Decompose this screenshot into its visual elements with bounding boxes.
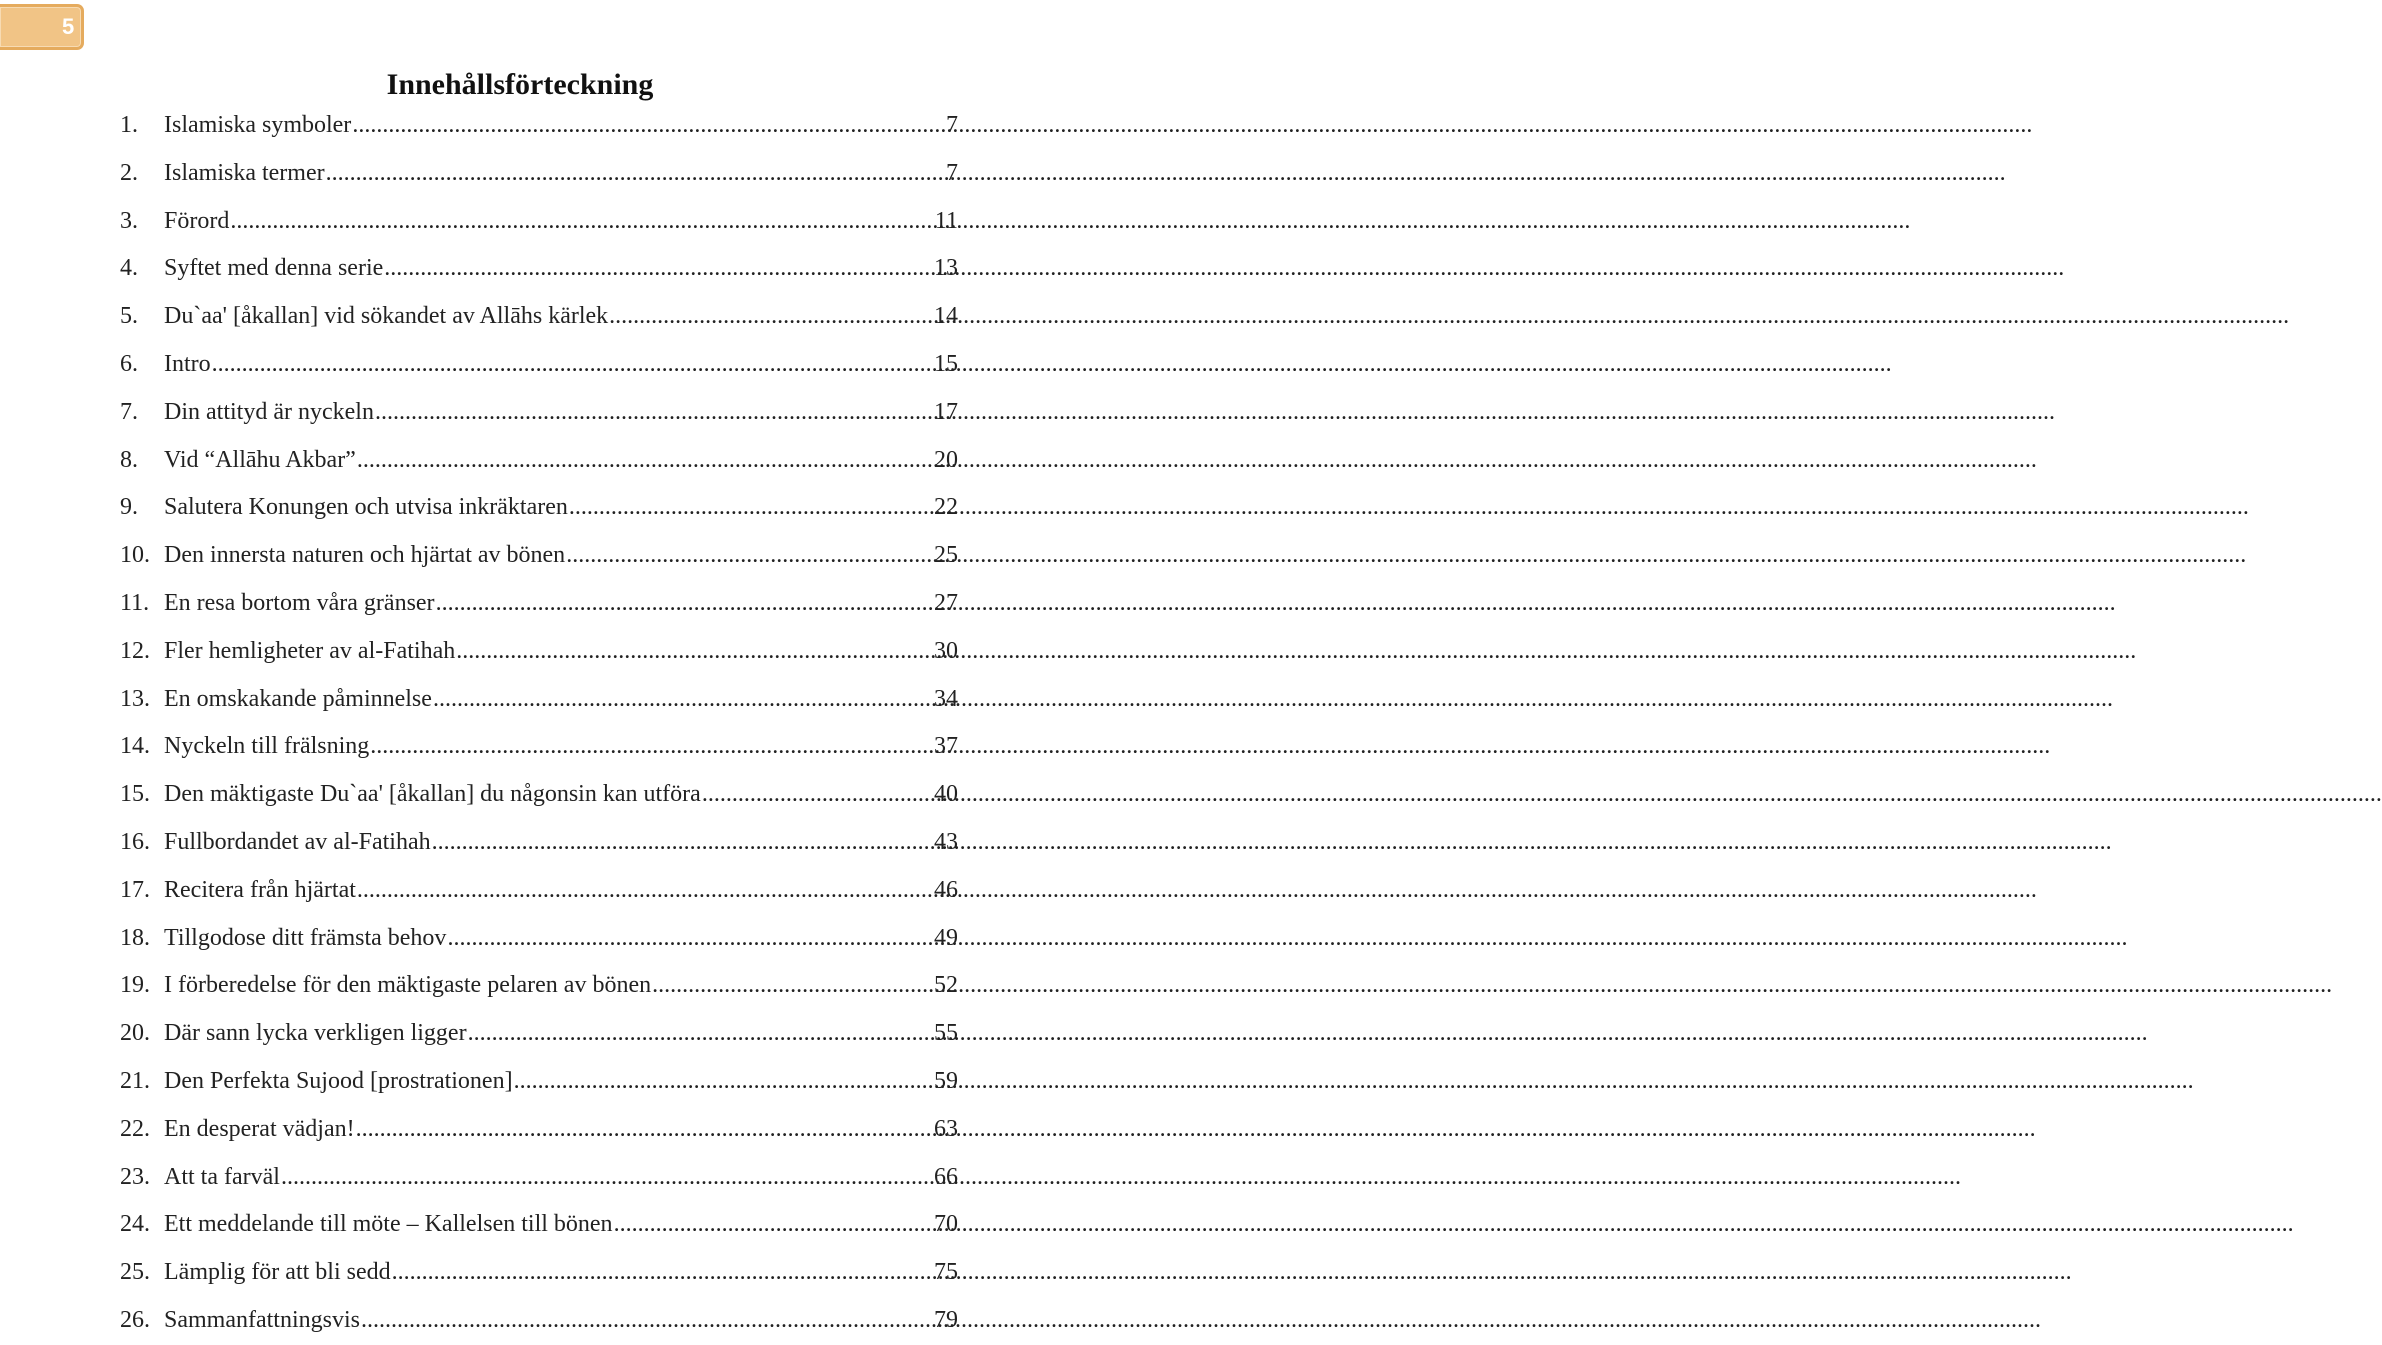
toc-entry[interactable] bbox=[120, 532, 958, 580]
toc-title: Fullbordandet av al-Fatihah bbox=[164, 828, 431, 855]
toc-page-number: 63 bbox=[934, 1115, 958, 1142]
toc-leader bbox=[351, 102, 946, 150]
toc-leader bbox=[701, 771, 934, 819]
toc-title: Den mäktigaste Du`aa' [åkallan] du någonsin kan utföra bbox=[164, 781, 701, 808]
toc-leader bbox=[229, 198, 935, 246]
toc-number: 9. bbox=[120, 494, 138, 521]
toc-entry[interactable] bbox=[120, 1249, 958, 1297]
toc-number: 23. bbox=[120, 1163, 150, 1190]
toc-page-number: 20 bbox=[934, 446, 958, 473]
toc-entry[interactable] bbox=[120, 1058, 958, 1106]
toc-leader bbox=[383, 245, 934, 293]
toc-title: Islamiska symboler bbox=[164, 112, 352, 138]
toc-entry[interactable] bbox=[120, 484, 958, 532]
toc-entry[interactable] bbox=[120, 389, 958, 437]
toc-number: 26. bbox=[120, 1306, 150, 1333]
toc-page-number: 37 bbox=[934, 733, 958, 760]
toc-entry[interactable] bbox=[120, 676, 958, 724]
toc-entry[interactable] bbox=[120, 723, 958, 771]
toc-number: 25. bbox=[120, 1259, 150, 1286]
toc-page-number: 30 bbox=[934, 637, 958, 664]
toc-page-number: 17 bbox=[934, 398, 958, 425]
toc-number: 10. bbox=[120, 542, 150, 569]
toc-page-number: 40 bbox=[934, 781, 958, 808]
toc-entry[interactable] bbox=[120, 819, 958, 867]
toc-number: 7. bbox=[120, 398, 138, 425]
toc-number: 6. bbox=[120, 350, 138, 377]
toc-page-number: 79 bbox=[934, 1306, 958, 1333]
toc-number: 17. bbox=[120, 876, 150, 903]
toc-number: 2. bbox=[120, 159, 138, 186]
toc-leader bbox=[431, 819, 934, 867]
toc-number: 20. bbox=[120, 1020, 150, 1047]
page-title: Innehållsförteckning bbox=[386, 68, 654, 101]
toc-page-number: 27 bbox=[934, 589, 958, 616]
toc-page-number: 22 bbox=[934, 494, 958, 521]
toc-leader bbox=[391, 1249, 934, 1297]
toc-leader bbox=[355, 1106, 934, 1154]
toc-number: 16. bbox=[120, 828, 150, 855]
page-number-badge bbox=[0, 4, 84, 50]
toc-title: Intro bbox=[164, 350, 211, 377]
toc-leader bbox=[446, 915, 934, 963]
toc-page-number: 66 bbox=[934, 1163, 958, 1190]
toc-title: Vid “Allāhu Akbar” bbox=[164, 446, 356, 473]
toc-page-number: 46 bbox=[934, 876, 958, 903]
toc-number: 3. bbox=[120, 207, 138, 234]
toc-page-number: 52 bbox=[934, 972, 958, 999]
toc-title: En omskakande påminnelse bbox=[164, 685, 432, 712]
toc-title: Ett meddelande till möte – Kallelsen till bönen bbox=[164, 1211, 613, 1238]
toc-title: Den Perfekta Sujood [prostrationen] bbox=[164, 1067, 513, 1094]
toc-entry[interactable] bbox=[120, 150, 958, 198]
toc-entry[interactable] bbox=[120, 245, 958, 293]
toc-title: En desperat vädjan! bbox=[164, 1115, 355, 1142]
toc-entry[interactable] bbox=[120, 915, 958, 963]
toc-entry[interactable] bbox=[120, 580, 958, 628]
toc-entry[interactable] bbox=[120, 198, 958, 246]
toc-leader bbox=[356, 867, 934, 915]
toc-title: Fler hemligheter av al-Fatihah bbox=[164, 637, 456, 664]
page-number: 5 bbox=[62, 14, 75, 39]
toc-number: 13. bbox=[120, 685, 150, 712]
toc-number: 19. bbox=[120, 972, 150, 999]
toc-page-number: 70 bbox=[934, 1211, 958, 1238]
toc-page-number: 43 bbox=[934, 828, 958, 855]
toc-page-number: 13 bbox=[934, 255, 958, 282]
toc-leader bbox=[356, 437, 934, 485]
toc-title: Recitera från hjärtat bbox=[164, 876, 356, 903]
toc-number: 15. bbox=[120, 781, 150, 808]
toc-title: Salutera Konungen och utvisa inkräktaren bbox=[164, 494, 568, 521]
toc-leader bbox=[455, 628, 934, 676]
toc-number: 4. bbox=[120, 255, 138, 282]
toc-page-number: 14 bbox=[934, 303, 958, 330]
toc-leader bbox=[513, 1058, 934, 1106]
toc-entry[interactable] bbox=[120, 437, 958, 485]
toc-leader bbox=[369, 723, 934, 771]
toc-leader bbox=[432, 676, 934, 724]
toc-number: 12. bbox=[120, 637, 150, 664]
toc-entry[interactable] bbox=[120, 341, 958, 389]
toc-number: 5. bbox=[120, 303, 138, 330]
toc-title: Där sann lycka verkligen ligger bbox=[164, 1020, 467, 1047]
toc-leader bbox=[608, 293, 934, 341]
toc-number: 14. bbox=[120, 733, 150, 760]
toc-number: 1. bbox=[120, 112, 138, 138]
toc-title: Islamiska termer bbox=[164, 159, 325, 186]
toc-title: I förberedelse för den mäktigaste pelaren av bönen bbox=[164, 972, 652, 999]
toc-title: Sammanfattningsvis bbox=[164, 1306, 360, 1333]
toc-leader bbox=[325, 150, 946, 198]
toc-leader bbox=[565, 532, 934, 580]
table-of-contents bbox=[120, 102, 958, 1345]
toc-title: En resa bortom våra gränser bbox=[164, 589, 435, 616]
toc-page-number: 34 bbox=[934, 685, 958, 712]
toc-entry[interactable] bbox=[120, 962, 958, 1010]
toc-entry[interactable] bbox=[120, 1010, 958, 1058]
toc-entry[interactable] bbox=[120, 293, 958, 341]
toc-title: Lämplig för att bli sedd bbox=[164, 1259, 391, 1286]
toc-leader bbox=[280, 1154, 934, 1202]
toc-leader bbox=[613, 1201, 934, 1249]
toc-page-number: 7 bbox=[946, 112, 958, 138]
toc-title: Att ta farväl bbox=[164, 1163, 280, 1190]
toc-entry[interactable] bbox=[120, 628, 958, 676]
toc-title: Din attityd är nyckeln bbox=[164, 398, 374, 425]
toc-leader bbox=[211, 341, 934, 389]
toc-title: Syftet med denna serie bbox=[164, 255, 384, 282]
toc-number: 22. bbox=[120, 1115, 150, 1142]
toc-entry[interactable] bbox=[120, 102, 958, 150]
toc-leader bbox=[568, 484, 934, 532]
toc-page-number: 49 bbox=[934, 924, 958, 951]
toc-leader bbox=[374, 389, 934, 437]
toc-number: 18. bbox=[120, 924, 150, 951]
toc-leader bbox=[651, 962, 934, 1010]
toc-page-number: 15 bbox=[934, 350, 958, 377]
toc-number: 21. bbox=[120, 1067, 150, 1094]
toc-number: 11. bbox=[120, 589, 150, 616]
toc-entry[interactable] bbox=[120, 1154, 958, 1202]
toc-page-number: 11 bbox=[934, 207, 958, 234]
toc-number: 24. bbox=[120, 1211, 150, 1238]
toc-title: Nyckeln till frälsning bbox=[164, 733, 370, 760]
toc-title: Tillgodose ditt främsta behov bbox=[164, 924, 447, 951]
toc-page-number: 59 bbox=[934, 1067, 958, 1094]
toc-page-number: 55 bbox=[934, 1020, 958, 1047]
toc-leader bbox=[360, 1297, 934, 1345]
toc-page-number: 25 bbox=[934, 542, 958, 569]
toc-leader bbox=[467, 1010, 934, 1058]
toc-leader bbox=[435, 580, 934, 628]
toc-entry[interactable] bbox=[120, 771, 958, 819]
toc-entry[interactable] bbox=[120, 867, 958, 915]
toc-page-number: 7 bbox=[946, 159, 958, 186]
toc-title: Den innersta naturen och hjärtat av bönen bbox=[164, 542, 566, 569]
toc-title: Förord bbox=[164, 207, 230, 234]
toc-entry[interactable] bbox=[120, 1201, 958, 1249]
toc-entry[interactable] bbox=[120, 1297, 958, 1345]
toc-entry[interactable] bbox=[120, 1106, 958, 1154]
toc-page-number: 75 bbox=[934, 1259, 958, 1286]
toc-number: 8. bbox=[120, 446, 138, 473]
toc-title: Du`aa' [åkallan] vid sökandet av Allāhs kärlek bbox=[164, 303, 609, 330]
